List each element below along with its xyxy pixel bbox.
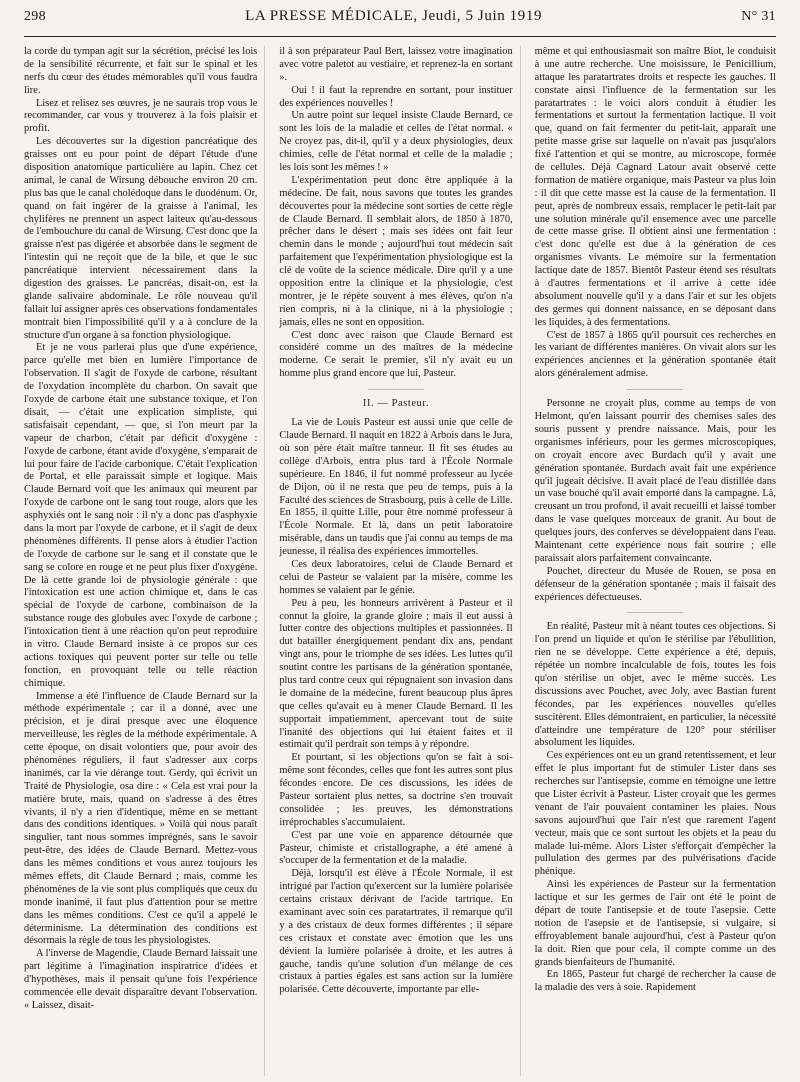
paragraph: Déjà, lorsqu'il est élève à l'École Normale, il est intrigué par l'action qu'exercent sur la lumière polarisée certains cristaux dérivant de l'acide tartrique. En examinant avec soin ces paratartrates, il remarque qu'il y a des cristaux de deux formes différentes ; il sépare ces cristaux et constate avec émotion que les uns dévient la lumière polarisée à droite, et les autres à gauche, tandis qu'une solution d'un mélange de ces cristaux à parties égales est sans action sur la lumière polarisée. Cette découverte, importante par elle- xyxy=(279,868,513,996)
section-divider xyxy=(368,389,424,390)
paragraph: Ces deux laboratoires, celui de Claude Bernard et celui de Pasteur se valaient par la misère, comme les hommes se valaient par le génie. xyxy=(279,558,513,596)
journal-title: LA PRESSE MÉDICALE, Jeudi, 5 Juin 1919 xyxy=(245,8,543,24)
paragraph: Personne ne croyait plus, comme au temps de von Helmont, qu'en laissant pourrir des chemises sales des souris pussent y prendre naissance. Mais, pour les organismes inférieurs, pour les germes microscopiques, on croyait encore avec Burdach qu'il y avait une génération spontanée. Burdach avait fait une expérience qu'il jugeait décisive. Il avait placé de l'eau distillée dans un vase bouché qu'il avait emporté dans la campagne. Là, creusant un trou profond, il avait recueilli et laissé tomber dans le vase quelques morceaux de granit. Au bout de quelques jours, des conferves se développaient dans l'eau. Maintenant cette expérience nous fait sourire ; elle paraissait alors parfaitement convaincante. xyxy=(534,398,776,564)
paragraph: Et pourtant, si les objections qu'on se fait à soi-même sont fécondes, celles que font les autres sont plus fécondes encore. De ces discussions, les idées de Pasteur sortaient plus nettes, sa doctrine s'en trouvait consolidée ; les preuves, les démonstrations irréprochables s'accumulaient. xyxy=(279,752,513,828)
paragraph: même et qui enthousiasmait son maître Biot, le conduisit à une autre recherche. Une moisissure, le Penicillium, attaque les paratartrates droits et respecte les gauches. Il constate ainsi l'influence de la fermentation sur les paratartrates : le voici alors conduit à étudier les fermentations et surtout la fermentation lactique. Il voit que, quand on fait fermenter du petit-lait, apparaît une petite masse grise sur laquelle on n'avait pas jusqu'alors fixé l'attention et qui se montre, au microscope, formée de cellules. Déjà Cagnard Latour avait observé cette formation de matière organique, mais Pasteur va plus loin : il dit que cette masse est la cause de la fermentation. Il peut, après de nombreux essais, remplacer le petit-lait par une solution minérale qu'il ensemence avec une parcelle de cette masse grise. Il obtient ainsi une fermentation : c'est donc qu'elle est due à la génération de ces organismes vivants. Le mémoire sur la fermentation lactique date de 1857. Bientôt Pasteur étend ses résultats à d'autres fermentations et il arrive à cette idée absolument nouvelle qu'il y a dans l'air et sur les objets des germes qui donnent naissance, en se déposant dans les liquides, à des fermentations. xyxy=(534,46,776,328)
paragraph: la corde du tympan agit sur la sécrétion, précisé les lois de la sensibilité récurrente, et fait sur le spinal et les nerfs du cœur des études mémorables qu'il vous faudra lire. xyxy=(24,46,258,96)
column-1 xyxy=(24,46,265,1076)
paragraph: Un autre point sur lequel insiste Claude Bernard, ce sont les lois de la maladie et celles de l'état normal. « Ne croyez pas, dit-il, qu'il y a deux physiologies, deux chimies, celle de l'état normal et celle de la maladie ; les lois sont les mêmes ! » xyxy=(279,110,513,174)
paragraph: L'expérimentation peut donc être appliquée à la médecine. De fait, nous savons que toutes les grandes découvertes pour la médecine sont sorties de cette règle de Claude Bernard. Il semblait alors, de 1850 à 1870, prêcher dans le désert ; mais ses idées ont fait leur chemin dans le monde ; aujourd'hui tout médecin sait parfaitement que l'expérimentation physiologique est la clé de voûte de la science médicale. Dire qu'il y a une opposition entre la clinique et la physiologie, c'est montrer, je le répète souvent à mes élèves, qu'on n'a rien compris, ni à la clinique, ni à la physiologie ; jamais, elles ne sont en opposition. xyxy=(279,174,513,328)
section-divider xyxy=(627,612,683,613)
paragraph: C'est par une voie en apparence détournée que Pasteur, chimiste et cristallographe, a été amené à s'occuper de la fermentation et de la maladie. xyxy=(279,829,513,867)
paragraph: Peu à peu, les honneurs arrivèrent à Pasteur et il connut la gloire, la grande gloire ; mais il eut aussi à lutter contre des objections multiples et passionnées. Il dut batailler énergiquement pendant dix ans, pendant vingt ans, pour le triomphe de ses idées. Les luttes qu'il soutint contre les partisans de la génération spontanée, plus tard contre ceux qui répugnaient son invasion dans le domaine de la médecine, furent beaucoup plus âpres que celles qu'avait eu à mener Claude Bernard. Il les supportait impatiemment, apercevant tout de suite l'inanité des objections qui lui étaient faites et il estimait qu'il perdrait son temps à y répondre. xyxy=(279,597,513,751)
paragraph: Ces expériences ont eu un grand retentissement, et leur effet le plus important fut de stimuler Lister dans ses recherches sur l'antisepsie, comme en témoigne une lettre que Lister écrivit à Pasteur. Lister croyait que les germes venant de l'air pouvaient contaminer les plaies. Nous savons aujourd'hui que l'air n'est que rarement l'agent vecteur, mais que ce sont surtout les objets et la peau du malade lui-même. Alors Lister s'efforçait d'empêcher la pullulation des germes par des pulvérisations d'acide phénique. xyxy=(534,750,776,878)
page-header xyxy=(24,8,776,37)
page-number: 298 xyxy=(24,9,46,24)
paragraph: Et je ne vous parlerai plus que d'une expérience, parce qu'elle met bien en lumière l'importance de l'observation. Il s'agit de l'oxyde de carbone, résultant de l'oxydation incomplète du charbon. On savait que l'oxyde de carbone était une substance toxique, et l'on disait, — c'était une explication simpliste, qui satisfaisait cependant, — que, si l'on meurt par la vapeur de charbon, c'était par déficit d'oxygène : l'oxyde de carbone, étant avide d'oxygène, s'emparait de lui pour faire de l'acide carbonique. C'était l'explication de Portal, et elle paraissait simple et logique. Mais Claude Bernard voit que les animaux qui meurent par l'oxyde de carbone ont le sang tout rouge, alors que les asphyxiés ont le sang noir : il n'y a donc pas d'asphyxie dans la mort par l'oxyde de carbone, et il s'agit de deux phénomènes différents. Il pense alors à étudier l'action de l'oxyde de carbone sur le sang et il constate que le sang se colore en rouge et ne peut plus fixer d'oxygène. De là cette grande loi de physiologie générale : que l'intoxication est une action chimique et, dans le cas spécial de l'oxyde de carbone, combinaison de la substance rouge des globules avec l'oxyde de carbone ; l'intoxication tient à une réaction qu'on peut reproduire in vitro. Claude Bernard insiste à ce propos sur ces actions toxiques qui peuvent porter sur telle ou telle fonction, en provoquant telle ou telle réaction chimique. xyxy=(24,342,258,689)
paragraph: En réalité, Pasteur mit à néant toutes ces objections. Si l'on prend un liquide et qu'on le stérilise par l'ébullition, rien ne se développe. Cette expérience a été, depuis, répétée un nombre incalculable de fois, toutes les fois qu'on stérilise un objet, avec le même succès. Les discussions avec Pouchet, avec Joly, avec Bastian furent fécondes, par les expériences nouvelles qu'elles suscitèrent. Elles démontraient, en particulier, la nécessité d'atteindre une température de 120° pour stériliser absolument les liquides. xyxy=(534,621,776,749)
paragraph: Les découvertes sur la digestion pancréatique des graisses ont eu pour point de départ l'étude d'une disposition anatomique particulière au lapin. Chez cet animal, le canal de Wirsung débouche environ 20 cm. plus bas que le canal cholédoque dans le duodénum. Or, quand on fait ingérer de la graisse à l'animal, les chylifères ne prennent un aspect laiteux qu'au-dessous de l'embouchure du canal de Wirsung. C'est donc que la graisse n'est pas digérée et absorbée dans le segment de l'intestin qui ne reçoit que de la bile, et que le suc pancréatique intervient nécessairement dans la digestion des graisses. Le pancréas, disait-on, est la glande salivaire abdominale. Le rôle nouveau qu'il fallait lui assigner après ces observations fondamentales montrait bien l'impossibilité qu'il y a à conclure de la structure d'un organe à sa fonction physiologique. xyxy=(24,136,258,341)
paragraph: Lisez et relisez ses œuvres, je ne saurais trop vous le recommander, car vous y trouverez à la fois plaisir et profit. xyxy=(24,97,258,135)
column-2 xyxy=(279,46,520,1076)
issue-number: N° 31 xyxy=(741,9,776,24)
paragraph: il à son préparateur Paul Bert, laissez votre imagination avec votre paletot au vestiaire, et reprenez-la en sortant ». xyxy=(279,46,513,83)
column-3 xyxy=(535,46,776,1076)
paragraph: Immense a été l'influence de Claude Bernard sur la méthode expérimentale ; car il a donné, avec une précision, et je dirai presque avec une éloquence merveilleuse, les règles de la méthode expérimentale. A cette époque, on disait volontiers que, pour avoir des phénomènes réguliers, il faut s'adresser aux corps inanimés, car la vie dérange tout. Gerdy, qui écrivit un Traité de Physiologie, osa dire : « Cela est vrai pour la matière brute, mais, quand on s'adresse à des êtres vivants, il n'y a rien d'identique, même en se mettant dans des conditions identiques. » Voilà qui nous paraît singulier, tant nous sommes imprégnés, sans le savoir peut-être, des idées de Claude Bernard. Mettez-vous dans les mêmes conditions et vous aurez toujours les mêmes effets, dit Claude Bernard ; mais, comme les phénomènes de la vie sont plus compliqués que ceux du monde inanimé, il faut plus d'attention pour se mettre dans les mêmes conditions. C'est ce qu'il a appelé le déterminisme. La détermination des conditions est désormais la règle de tous les physiologistes. xyxy=(24,690,258,947)
paragraph: C'est de 1857 à 1865 qu'il poursuit ces recherches en les variant de différentes manières. On vivait alors sur les expériences anciennes et la génération spontanée était alors généralement admise. xyxy=(534,329,776,380)
paragraph: Pouchet, directeur du Musée de Rouen, se posa en défenseur de la génération spontanée ; mais il faisait des expériences défectueuses. xyxy=(534,565,776,603)
paragraph: La vie de Louis Pasteur est aussi unie que celle de Claude Bernard. Il naquit en 1822 à Arbois dans le Jura, où son père était maître tanneur. Il fit ses études au collège d'Arbois, entra plus tard à l'École Normale supérieure. En 1846, il fut nommé professeur au lycée de Dijon, où il ne resta que peu de temps, puis à la Faculté des sciences de Strasbourg, puis à celle de Lille. En 1855, il quitte Lille, pour être nommé professeur à l'École Normale. Et là, dans un petit laboratoire misérable, dans un taudis que j'ai connu au temps de ma jeunesse, il réalisa des expériences immortelles. xyxy=(279,417,513,558)
paragraph: En 1865, Pasteur fut chargé de rechercher la cause de la maladie des vers à soie. Rapidement xyxy=(534,969,776,994)
section-divider xyxy=(627,389,683,390)
paragraph: Oui ! il faut la reprendre en sortant, pour instituer des expériences nouvelles ! xyxy=(279,84,513,109)
article-columns xyxy=(24,46,776,1076)
paragraph: Ainsi les expériences de Pasteur sur la fermentation lactique et sur les germes de l'air ont été le point de départ de toute l'antisepsie et de toute l'asepsie. Cette notion de l'asepsie et de l'antisepsie, si vulgaire, si effroyablement banale aujourd'hui, c'est à Pasteur qu'on la doit. Rien que pour cela, il compte comme un des grands bienfaiteurs de l'humanité. xyxy=(534,879,776,968)
paragraph: C'est donc avec raison que Claude Bernard est considéré comme un des maîtres de la médecine moderne. Ce serait le premier, s'il n'y avait eu un homme plus grand encore que lui, Pasteur. xyxy=(279,329,513,380)
paragraph: A l'inverse de Magendie, Claude Bernard laissait une part légitime à l'imagination inspiratrice d'idées et d'hypothèses, mais il pensait qu'une fois l'expérience commencée elle devait disparaître devant l'observation. « Laissez, disait- xyxy=(24,948,258,1011)
section-title: II. — Pasteur. xyxy=(362,398,430,410)
